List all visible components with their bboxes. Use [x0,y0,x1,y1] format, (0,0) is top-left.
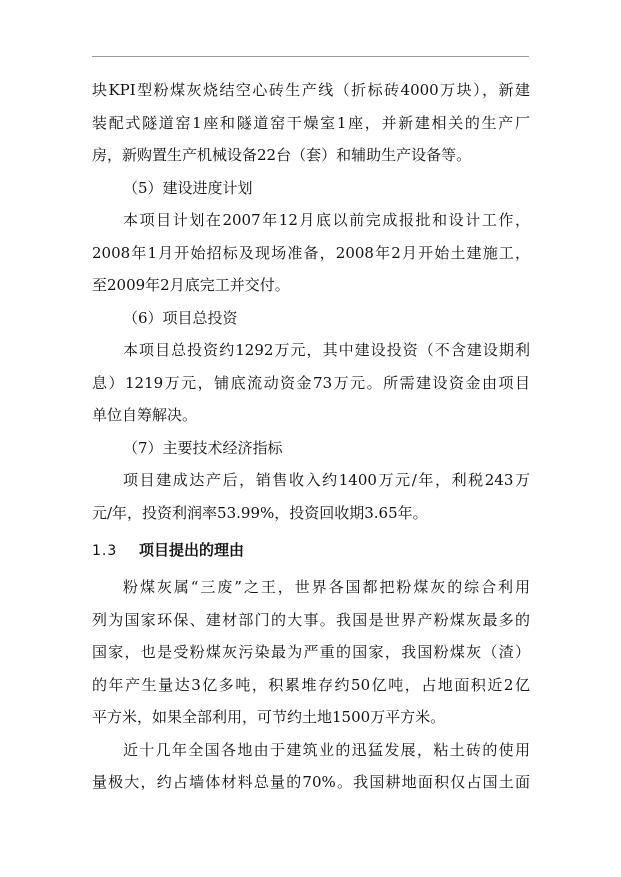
text-line: 本项目总投资约1292万元，其中建设投资（不含建设期利 [123,341,530,359]
text-line: 量极大，约占墙体材料总量的70%。我国耕地面积仅占国土面 [92,773,530,791]
text-line: 单位自筹解决。 [92,406,198,424]
section-number: 1.3 [92,543,118,559]
text-line: 至2009年2月底完工并交付。 [92,276,290,294]
subheading-investment: （6）项目总投资 [123,308,238,327]
subheading-indicators: （7）主要技术经济指标 [123,438,283,457]
text-line: 列为国家环保、建材部门的大事。我国是世界产粉煤灰最多的 [92,610,530,629]
paragraph-construction-scope [92,74,530,172]
paragraph-schedule [92,204,530,302]
text-line: 国家，也是受粉煤灰污染最为严重的国家，我国粉煤灰（渣） [92,643,530,661]
text-line: 息）1219万元，铺底流动资金73万元。所需建设资金由项目 [92,373,530,392]
text-line: 平方米，如果全部利用，可节约土地1500万平方米。 [92,708,446,726]
subheading-schedule: （5）建设进度计划 [123,178,253,197]
text-line: 的年产生量达3亿多吨，积累堆存约50亿吨，占地面积近2亿 [92,675,530,694]
text-line: 房，新购置生产机械设备22台（套）和辅助生产设备等。 [92,146,472,164]
text-line: 装配式隧道窑1座和隧道窑干燥室1座，并新建相关的生产厂 [92,113,530,132]
text-line: 本项目计划在2007年12月底以前完成报批和设计工作， [123,211,530,229]
text-line: 近十几年全国各地由于建筑业的迅猛发展，粘土砖的使用 [123,740,530,759]
text-line: 粉煤灰属“三废”之王，世界各国都把粉煤灰的综合利用 [123,578,530,596]
paragraph-investment [92,334,530,432]
text-line: 2008年1月开始招标及现场准备，2008年2月开始土建施工， [92,243,530,262]
paragraph-reason-fly-ash [92,571,530,734]
section-title: 项目提出的理由 [139,541,245,559]
text-line: 元/年，投资利润率53.99%，投资回收期3.65年。 [92,503,428,522]
paragraph-indicators [92,464,530,529]
header-rule [92,56,529,57]
text-line: 项目建成达产后，销售收入约1400万元/年，利税243万 [123,471,530,489]
text-line: 块KPI型粉煤灰烧结空心砖生产线（折标砖4000万块），新建 [92,81,530,99]
section-heading-1-3 [92,533,530,567]
document-body [92,74,530,799]
paragraph-reason-clay-brick [92,734,530,799]
